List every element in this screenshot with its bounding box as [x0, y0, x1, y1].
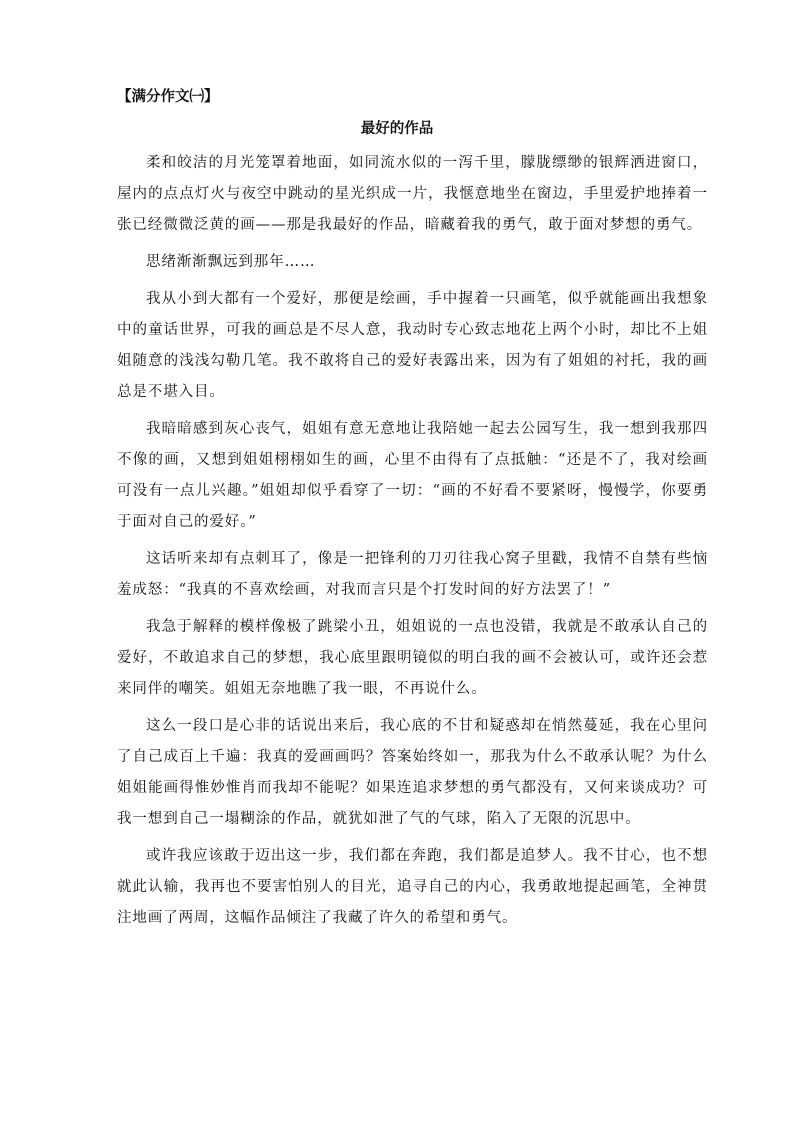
- paragraph: 这话听来却有点刺耳了，像是一把锋利的刀刃往我心窝子里戳，我情不自禁有些恼羞成怒：“我真的不喜欢绘画，对我而言只是个打发时间的好方法罢了！”: [117, 551, 708, 598]
- paragraph: 我从小到大都有一个爱好，那便是绘画，手中握着一只画笔，似乎就能画出我想象中的童话世界，可我的画总是不尽人意，我动时专心致志地花上两个小时，却比不上姐姐随意的浅浅勾勒几笔。我不敢将自己的爱好表露出来，因为有了姐姐的衬托，我的画总是不堪入目。: [117, 291, 708, 400]
- paragraph: 思绪渐渐飘远到那年……: [146, 254, 316, 270]
- section-heading: 【满分作文㈠】: [117, 89, 219, 105]
- paragraph: 我急于解释的模样像极了跳梁小丑，姐姐说的一点也没错，我就是不敢承认自己的爱好，不敢追求自己的梦想，我心底里跟明镜似的明白我的画不会被认可，或许还会惹来同伴的嘲笑。姐姐无奈地瞧了我一眼，不再说什么。: [117, 619, 708, 697]
- paragraph: 这么一段口是心非的话说出来后，我心底的不甘和疑惑却在悄然蔓延，我在心里问了自己成百上千遍：我真的爱画画吗？答案始终如一，那我为什么不敢承认呢？为什么姐姐能画得惟妙惟肖而我却不能呢？如果连追求梦想的勇气都没有，又何来谈成功？可我一想到自己一塌糊涂的作品，就犹如泄了气的气球，陷入了无限的沉思中。: [117, 718, 708, 827]
- paragraph: 柔和皎洁的月光笼罩着地面，如同流水似的一泻千里，朦胧缥缈的银辉洒进窗口，屋内的点点灯火与夜空中跳动的星光织成一片，我惬意地坐在窗边，手里爱护地捧着一张已经微微泛黄的画——那是我最好的作品，暗藏着我的勇气，敢于面对梦想的勇气。: [117, 155, 708, 233]
- paragraph: 或许我应该敢于迈出这一步，我们都在奔跑，我们都是追梦人。我不甘心，也不想就此认输，我再也不要害怕别人的目光，追寻自己的内心，我勇敢地提起画笔，全神贯注地画了两周，这幅作品倾注了我藏了许久的希望和勇气。: [117, 848, 708, 926]
- essay-title: 最好的作品: [360, 121, 434, 137]
- essay-body: [117, 148, 708, 940]
- paragraph: 我暗暗感到灰心丧气，姐姐有意无意地让我陪她一起去公园写生，我一想到我那四不像的画，又想到姐姐栩栩如生的画，心里不由得有了点抵触：“还是不了，我对绘画可没有一点儿兴趣。”姐姐却似乎看穿了一切：“画的不好看不要紧呀，慢慢学，你要勇于面对自己的爱好。”: [117, 421, 708, 530]
